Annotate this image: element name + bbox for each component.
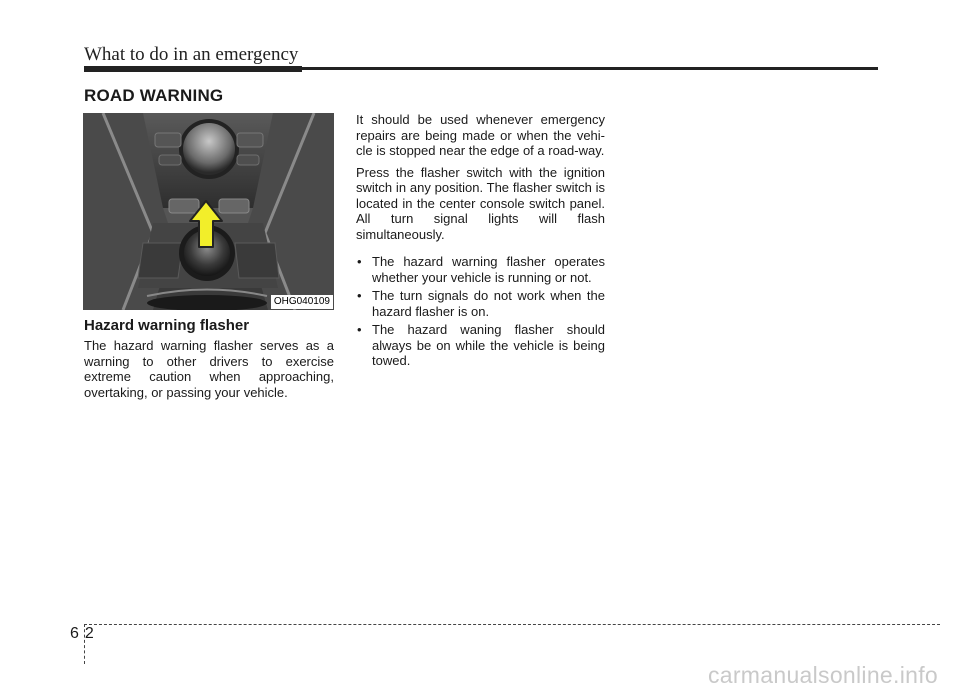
left-paragraph: The hazard warning flasher serves as a warning to other drivers to exercise extreme caution when approaching, overtaking, or passing your vehicle. bbox=[84, 338, 334, 400]
right-paragraph-1: It should be used whenever emergency repairs are being made or when the vehi-cle is stopped near the edge of a road-way. bbox=[356, 112, 605, 158]
left-column bbox=[84, 338, 334, 406]
right-paragraph-2: Press the flasher switch with the ignition switch in any position. The flasher switch is located in the center console switch panel. All turn signal lights will flash simultaneously. bbox=[356, 164, 605, 242]
header-rule-accent bbox=[84, 66, 302, 72]
header-title: What to do in an emergency bbox=[84, 44, 299, 65]
bullet-item: • The hazard warning flasher operates whether your vehicle is running or not. bbox=[356, 254, 605, 285]
bullet-item: • The hazard waning flasher should always be on while the vehicle is being towed. bbox=[356, 322, 605, 369]
section-title: ROAD WARNING bbox=[84, 86, 224, 105]
footer-rule bbox=[84, 624, 940, 625]
watermark-text: carmanualsonline.info bbox=[707, 662, 938, 688]
figure-code: OHG040109 bbox=[271, 295, 333, 309]
arrow-up-icon bbox=[188, 199, 224, 249]
right-column bbox=[356, 112, 605, 372]
bullet-item: • The turn signals do not work when the hazard flasher is on. bbox=[356, 288, 605, 319]
hazard-switch-figure bbox=[83, 113, 334, 310]
page-number: 62 bbox=[70, 625, 100, 642]
bullet-list bbox=[356, 254, 605, 369]
subhead-hazard-warning-flasher: Hazard warning flasher bbox=[84, 317, 250, 334]
